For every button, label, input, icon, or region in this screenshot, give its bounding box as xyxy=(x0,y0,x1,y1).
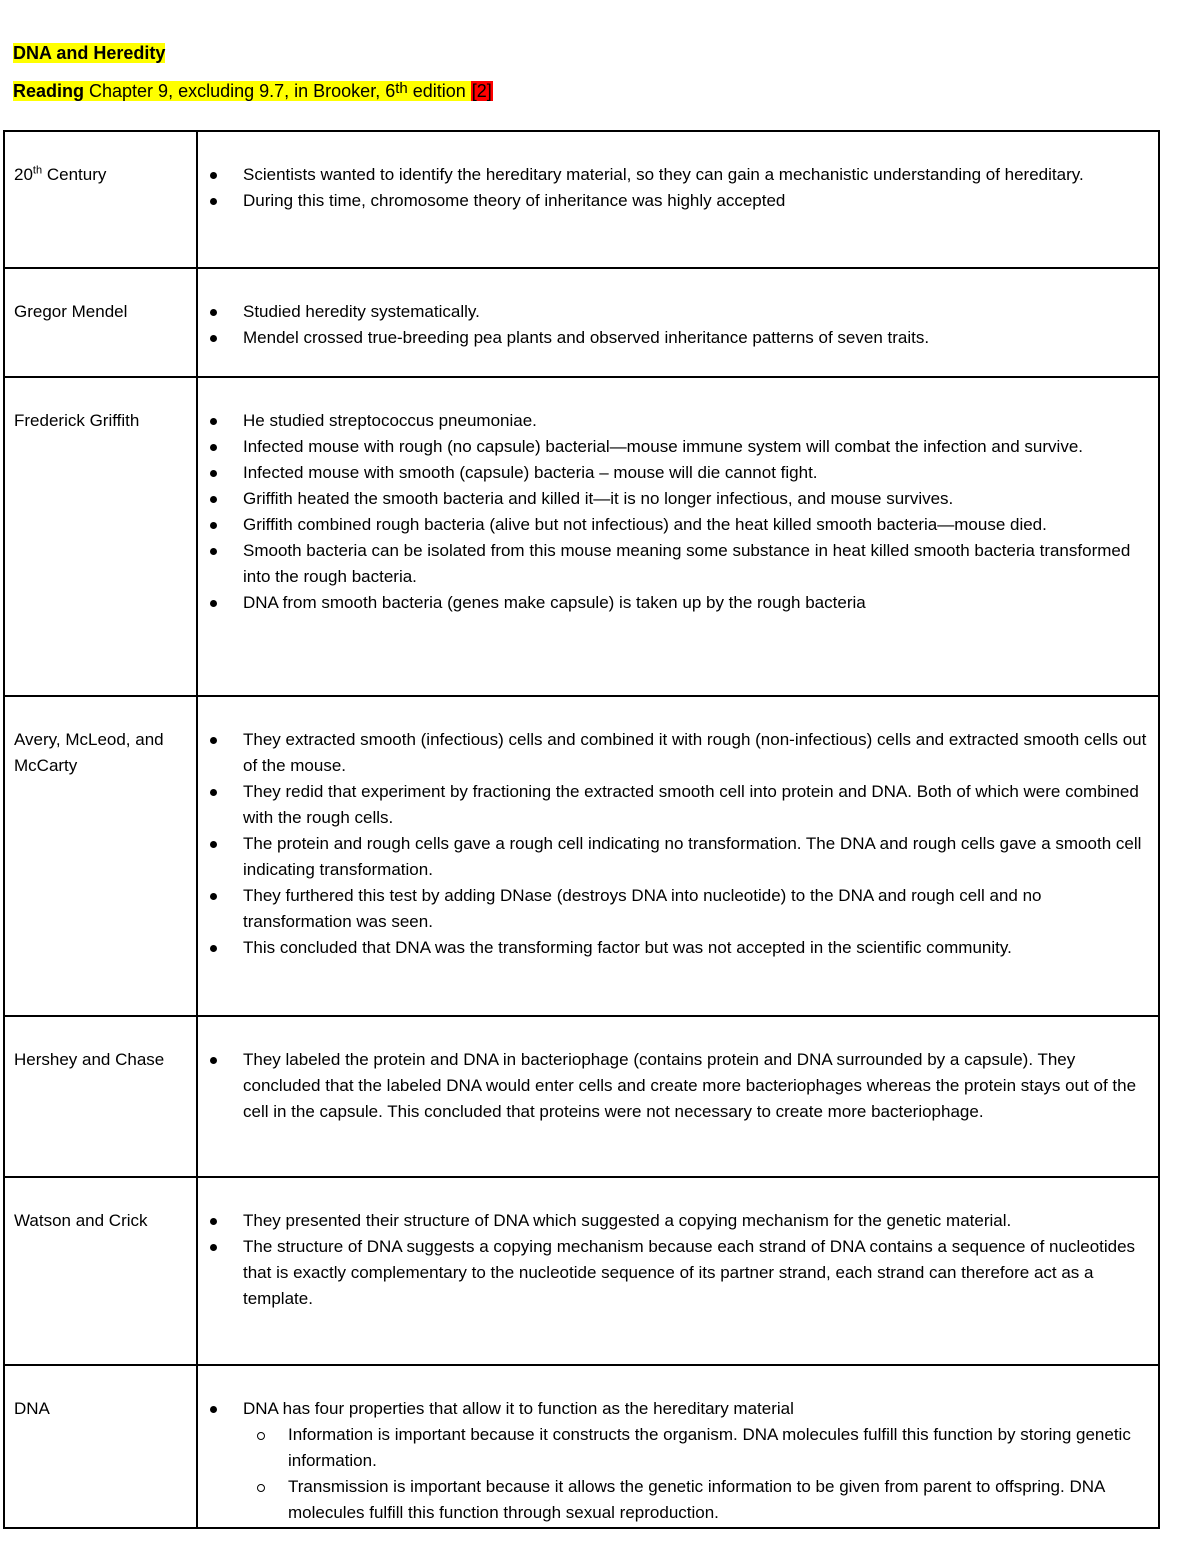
bullet-item: Smooth bacteria can be isolated from this mouse meaning some substance in heat killed smooth bacteria transformed into the rough bacteria. xyxy=(205,538,1150,590)
notes-cell xyxy=(197,1365,1159,1528)
bullet-item: They extracted smooth (infectious) cells and combined it with rough (non-infectious) cells and extracted smooth cells out of the mouse. xyxy=(205,727,1150,779)
table-row xyxy=(4,1177,1159,1365)
bullet-item: Studied heredity systematically. xyxy=(205,299,1150,325)
reading-assignment xyxy=(13,78,493,106)
topic-name: Hershey and Chase xyxy=(14,1050,165,1069)
document-heading xyxy=(13,40,493,106)
reading-tail: edition xyxy=(407,81,471,101)
topic-cell xyxy=(4,696,197,1016)
bullet-item xyxy=(205,1396,1150,1526)
bullet-item: DNA from smooth bacteria (genes make capsule) is taken up by the rough bacteria xyxy=(205,590,1150,616)
notes-table xyxy=(3,130,1160,1529)
bullet-item: Griffith heated the smooth bacteria and killed it—it is no longer infectious, and mouse survives. xyxy=(205,486,1150,512)
bullet-item: Infected mouse with smooth (capsule) bacteria – mouse will die cannot fight. xyxy=(205,460,1150,486)
topic-cell xyxy=(4,1365,197,1528)
topic-cell xyxy=(4,131,197,268)
bullet-item: This concluded that DNA was the transforming factor but was not accepted in the scientific community. xyxy=(205,935,1150,961)
topic-cell xyxy=(4,1177,197,1365)
table-row xyxy=(4,377,1159,696)
bullet-item: They redid that experiment by fractioning the extracted smooth cell into protein and DNA. Both of which were combined with the rough cells. xyxy=(205,779,1150,831)
table-row xyxy=(4,696,1159,1016)
bullet-item: Infected mouse with rough (no capsule) bacterial—mouse immune system will combat the infection and survive. xyxy=(205,434,1150,460)
reading-highlight xyxy=(13,81,471,101)
bullet-list xyxy=(205,1047,1150,1125)
notes-cell xyxy=(197,696,1159,1016)
topic-name: DNA xyxy=(14,1399,50,1418)
topic-name-tail: Century xyxy=(42,165,107,184)
notes-cell xyxy=(197,131,1159,268)
topic-name: Frederick Griffith xyxy=(14,411,140,430)
topic-cell xyxy=(4,377,197,696)
table-row xyxy=(4,1016,1159,1177)
bullet-item: He studied streptococcus pneumoniae. xyxy=(205,408,1150,434)
notes-cell xyxy=(197,1177,1159,1365)
bullet-item: The structure of DNA suggests a copying mechanism because each strand of DNA contains a sequence of nucleotides that is exactly complementary to the nucleotide sequence of its partner strand, each strand can therefore act as a template. xyxy=(205,1234,1150,1312)
table-row xyxy=(4,1365,1159,1528)
bullet-list xyxy=(205,408,1150,616)
sub-bullet-item: Transmission is important because it allows the genetic information to be given from parent to offspring. DNA molecules fulfill this function through sexual reproduction. xyxy=(243,1474,1150,1526)
topic-name: 20 xyxy=(14,165,33,184)
bullet-item: Mendel crossed true-breeding pea plants and observed inheritance patterns of seven traits. xyxy=(205,325,1150,351)
topic-name: Watson and Crick xyxy=(14,1211,148,1230)
bullet-item: Scientists wanted to identify the hereditary material, so they can gain a mechanistic understanding of hereditary. xyxy=(205,162,1150,188)
sub-bullet-item: Information is important because it constructs the organism. DNA molecules fulfill this function by storing genetic information. xyxy=(243,1422,1150,1474)
bullet-list xyxy=(205,1208,1150,1312)
bullet-item: They presented their structure of DNA which suggested a copying mechanism for the genetic material. xyxy=(205,1208,1150,1234)
citation-reference: [2] xyxy=(471,81,492,101)
bullet-list xyxy=(205,727,1150,961)
topic-name: Avery, McLeod, and McCarty xyxy=(14,730,164,775)
reading-superscript: th xyxy=(395,80,408,97)
bullet-item: They labeled the protein and DNA in bacteriophage (contains protein and DNA surrounded by a capsule). They concluded that the labeled DNA would enter cells and create more bacteriophages whereas the protein stays out of the cell in the capsule. This concluded that proteins were not necessary to create more bacteriophage. xyxy=(205,1047,1150,1125)
bullet-item: Griffith combined rough bacteria (alive but not infectious) and the heat killed smooth bacteria—mouse died. xyxy=(205,512,1150,538)
table-row xyxy=(4,268,1159,377)
reading-text: Chapter 9, excluding 9.7, in Brooker, 6 xyxy=(84,81,396,101)
bullet-list xyxy=(205,1396,1150,1526)
topic-superscript: th xyxy=(32,164,43,177)
notes-cell xyxy=(197,377,1159,696)
topic-name: Gregor Mendel xyxy=(14,302,128,321)
topic-cell xyxy=(4,268,197,377)
bullet-list xyxy=(205,299,1150,351)
notes-cell xyxy=(197,268,1159,377)
sub-bullet-list xyxy=(243,1422,1150,1526)
title-highlight: DNA and Heredity xyxy=(13,43,166,63)
reading-label: Reading xyxy=(13,81,85,101)
bullet-list xyxy=(205,162,1150,214)
bullet-text: DNA has four properties that allow it to function as the hereditary material xyxy=(243,1399,794,1418)
bullet-item: They furthered this test by adding DNase (destroys DNA into nucleotide) to the DNA and rough cell and no transformation was seen. xyxy=(205,883,1150,935)
topic-cell xyxy=(4,1016,197,1177)
bullet-item: During this time, chromosome theory of inheritance was highly accepted xyxy=(205,188,1150,214)
bullet-item: The protein and rough cells gave a rough cell indicating no transformation. The DNA and rough cells gave a smooth cell indicating transformation. xyxy=(205,831,1150,883)
table-row xyxy=(4,131,1159,268)
notes-cell xyxy=(197,1016,1159,1177)
document-title xyxy=(13,40,493,66)
